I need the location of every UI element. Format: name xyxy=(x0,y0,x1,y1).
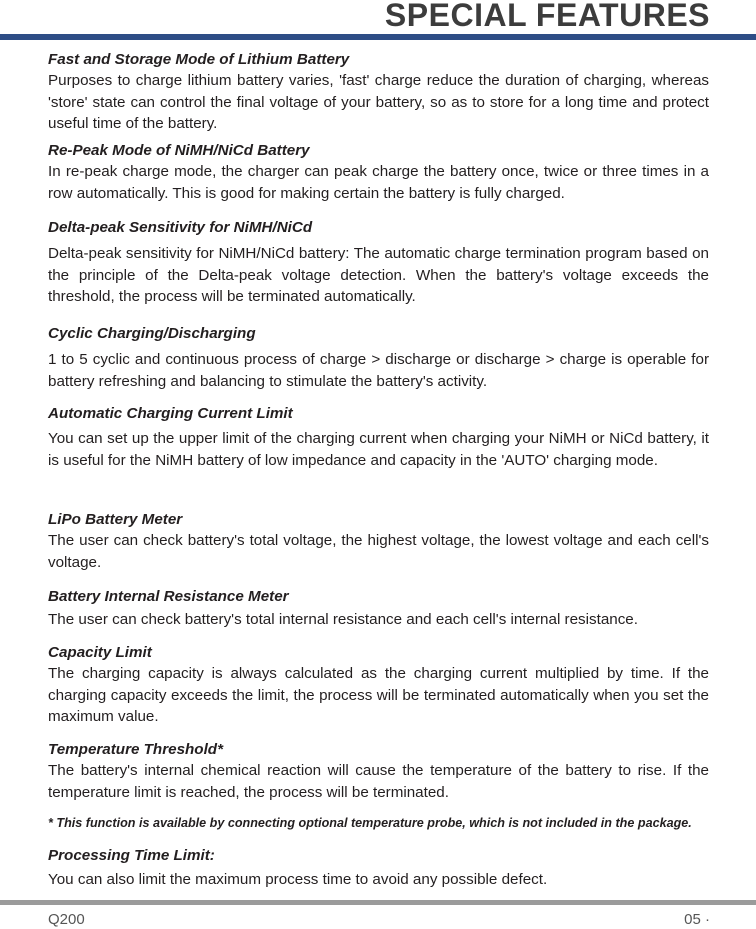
section-body: 1 to 5 cyclic and continuous process of charge > discharge or discharge > charge is operable for battery refreshing and balancing to stimulate the battery's activity. xyxy=(48,351,709,390)
section-heading: Fast and Storage Mode of Lithium Battery xyxy=(48,51,350,68)
section-body: The user can check battery's total internal resistance and each cell's internal resistance. xyxy=(48,611,638,628)
section-body: Delta-peak sensitivity for NiMH/NiCd battery: The automatic charge termination program based on the principle of the Delta-peak voltage detection. When the battery's voltage exceeds the threshold, the process will be terminated automatically. xyxy=(48,245,709,305)
feature-section-lipo-meter xyxy=(48,510,709,573)
section-heading: Re-Peak Mode of NiMH/NiCd Battery xyxy=(48,142,310,159)
section-heading: Battery Internal Resistance Meter xyxy=(48,588,289,605)
feature-section-cyclic xyxy=(48,324,709,392)
section-body: The battery's internal chemical reaction will cause the temperature of the battery to rise. If the temperature limit is reached, the process will be terminated. xyxy=(48,762,709,801)
section-heading: Cyclic Charging/Discharging xyxy=(48,325,256,342)
section-heading: LiPo Battery Meter xyxy=(48,511,183,528)
feature-section-capacity-limit xyxy=(48,643,709,728)
footer-model: Q200 xyxy=(48,911,85,928)
section-body: The charging capacity is always calculated as the charging current multiplied by time. If the charging capacity exceeds the limit, the process will be terminated automatically when you set the maximum value. xyxy=(48,665,709,725)
feature-section-re-peak xyxy=(48,141,709,204)
section-heading: Temperature Threshold* xyxy=(48,741,223,758)
section-heading: Processing Time Limit: xyxy=(48,847,215,864)
section-body: Purposes to charge lithium battery varies, 'fast' charge reduce the duration of charging, whereas 'store' state can control the final voltage of your battery, so as to store for a long time and protect useful time of the battery. xyxy=(48,72,709,132)
footnote: * This function is available by connecting optional temperature probe, which is not included in the package. xyxy=(48,816,692,830)
feature-section-current-limit xyxy=(48,404,709,471)
section-body: You can set up the upper limit of the charging current when charging your NiMH or NiCd battery, it is useful for the NiMH battery of low impedance and capacity in the 'AUTO' charging mode. xyxy=(48,430,709,469)
section-body: In re-peak charge mode, the charger can peak charge the battery once, twice or three times in a row automatically. This is good for making certain the battery is fully charged. xyxy=(48,163,709,202)
feature-section-fast-storage xyxy=(48,50,709,135)
feature-section-temperature xyxy=(48,740,709,803)
page-title: SPECIAL FEATURES xyxy=(384,0,710,33)
header-divider xyxy=(0,34,756,40)
feature-section-delta-peak xyxy=(48,218,709,308)
section-body: The user can check battery's total voltage, the highest voltage, the lowest voltage and each cell's voltage. xyxy=(48,532,709,571)
section-heading: Capacity Limit xyxy=(48,644,152,661)
feature-section-time-limit xyxy=(48,846,709,891)
page-number: 05 · xyxy=(684,911,710,928)
footer-divider xyxy=(0,900,756,905)
section-heading: Delta-peak Sensitivity for NiMH/NiCd xyxy=(48,219,313,236)
feature-section-resistance-meter xyxy=(48,587,709,631)
section-body: You can also limit the maximum process time to avoid any possible defect. xyxy=(48,871,548,888)
section-heading: Automatic Charging Current Limit xyxy=(48,405,293,422)
